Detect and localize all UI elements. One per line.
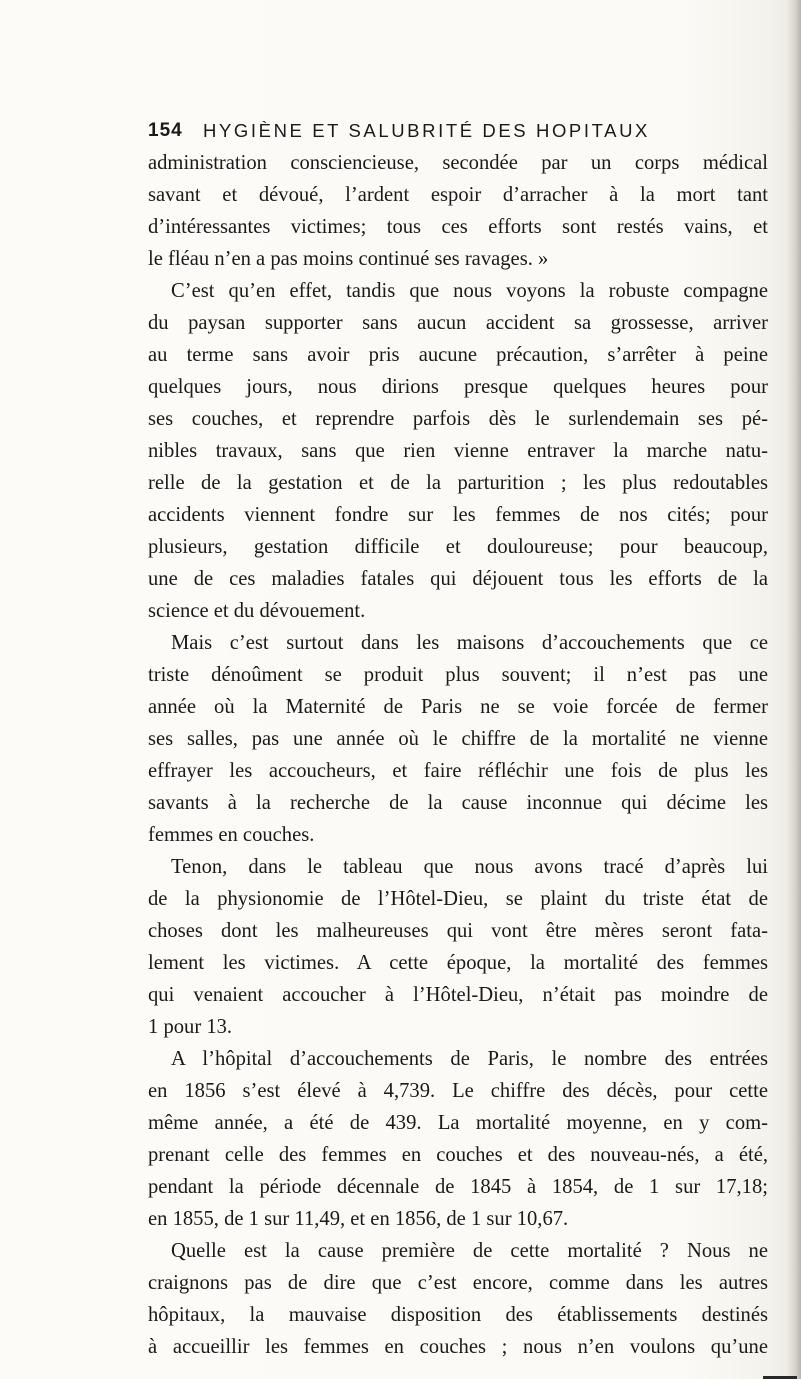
text-line: relle de la gestation et de la parturition ; les plus redoutables xyxy=(148,472,768,494)
text-line: qui venaient accoucher à l’Hôtel-Dieu, n’était pas moindre de xyxy=(148,984,768,1006)
page-number: 154 xyxy=(148,120,183,141)
text-line: savant et dévoué, l’ardent espoir d’arracher à la mort tant xyxy=(148,184,768,206)
text-line: plusieurs, gestation difficile et douloureuse; pour beaucoup, xyxy=(148,536,768,558)
text-line: à accueillir les femmes en couches ; nous n’en voulons qu’une xyxy=(148,1336,768,1358)
text-line: administration consciencieuse, secondée par un corps médical xyxy=(148,152,768,174)
text-line: Quelle est la cause première de cette mortalité ? Nous ne xyxy=(171,1240,768,1262)
text-line: A l’hôpital d’accouchements de Paris, le nombre des entrées xyxy=(171,1048,768,1070)
running-title: HYGIÈNE ET SALUBRITÉ DES HOPITAUX xyxy=(203,120,650,141)
text-line: de la physionomie de l’Hôtel-Dieu, se plaint du triste état de xyxy=(148,888,768,910)
text-line: lement les victimes. A cette époque, la mortalité des femmes xyxy=(148,952,768,974)
text-line: craignons pas de dire que c’est encore, comme dans les autres xyxy=(148,1272,768,1294)
body-text xyxy=(148,147,768,1363)
text-line: femmes en couches. xyxy=(148,824,315,846)
text-line: en 1856 s’est élevé à 4,739. Le chiffre des décès, pour cette xyxy=(148,1080,768,1102)
text-line: pendant la période décennale de 1845 à 1854, de 1 sur 17,18; xyxy=(148,1176,768,1198)
text-line: triste dénoûment se produit plus souvent; il n’est pas une xyxy=(148,664,768,686)
text-line: Tenon, dans le tableau que nous avons tracé d’après lui xyxy=(171,856,768,878)
text-line: science et du dévouement. xyxy=(148,600,366,622)
text-line: choses dont les malheureuses qui vont être mères seront fata- xyxy=(148,920,768,942)
text-line: année où la Maternité de Paris ne se voie forcée de fermer xyxy=(148,696,768,718)
text-line: au terme sans avoir pris aucune précaution, s’arrêter à peine xyxy=(148,344,768,366)
text-line: ses salles, pas une année où le chiffre de la mortalité ne vienne xyxy=(148,728,768,750)
text-line: C’est qu’en effet, tandis que nous voyons la robuste compagne xyxy=(171,280,768,302)
text-line: du paysan supporter sans aucun accident sa grossesse, arriver xyxy=(148,312,768,334)
text-line: ses couches, et reprendre parfois dès le surlendemain ses pé- xyxy=(148,408,768,430)
text-line: Mais c’est surtout dans les maisons d’accouchements que ce xyxy=(171,632,768,654)
text-line: savants à la recherche de la cause inconnue qui décime les xyxy=(148,792,768,814)
text-line: prenant celle des femmes en couches et des nouveau-nés, a été, xyxy=(148,1144,768,1166)
text-line: 1 pour 13. xyxy=(148,1016,233,1038)
text-line: le fléau n’en a pas moins continué ses ravages. » xyxy=(148,248,549,270)
running-head xyxy=(148,117,766,145)
text-line: nibles travaux, sans que rien vienne entraver la marche natu- xyxy=(148,440,768,462)
text-line: quelques jours, nous dirions presque quelques heures pour xyxy=(148,376,768,398)
text-line: d’intéressantes victimes; tous ces efforts sont restés vains, et xyxy=(148,216,768,238)
text-line: en 1855, de 1 sur 11,49, et en 1856, de 1 sur 10,67. xyxy=(148,1208,569,1230)
text-line: effrayer les accoucheurs, et faire réfléchir une fois de plus les xyxy=(148,760,768,782)
text-line: même année, a été de 439. La mortalité moyenne, en y com- xyxy=(148,1112,768,1134)
text-line: hôpitaux, la mauvaise disposition des établissements destinés xyxy=(148,1304,768,1326)
text-line: accidents viennent fondre sur les femmes de nos cités; pour xyxy=(148,504,768,526)
page-edge-shadow xyxy=(787,0,801,1379)
text-line: une de ces maladies fatales qui déjouent tous les efforts de la xyxy=(148,568,768,590)
